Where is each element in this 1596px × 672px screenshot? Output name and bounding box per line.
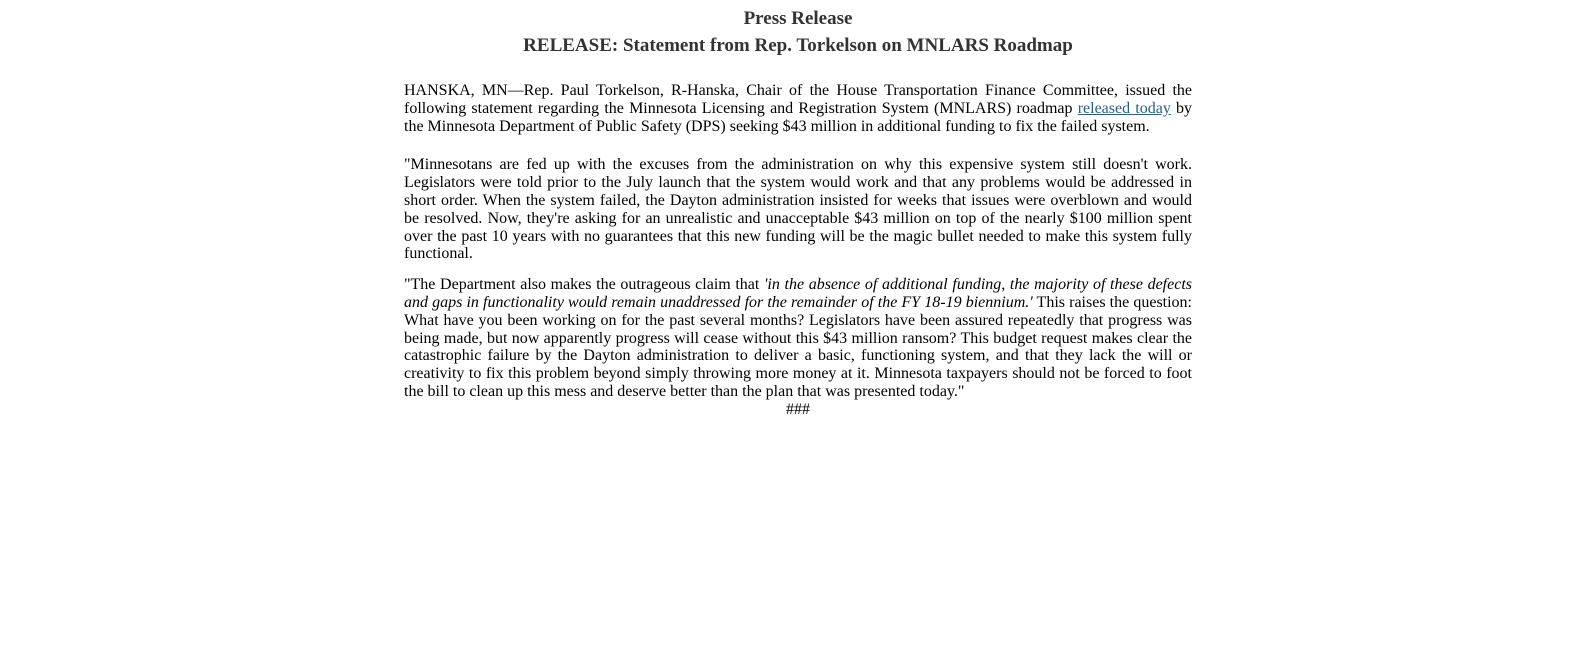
end-mark: ### xyxy=(786,400,810,418)
page-label: Press Release xyxy=(743,8,853,29)
claim-intro-text: "The Department also makes the outrageous claim that xyxy=(404,276,764,294)
department-quote: 'in the absence of additional funding, the majority of these defects and gaps in functionality would remain unaddressed for the remainder of the FY 18-19 biennium.' xyxy=(404,276,1192,311)
release-body xyxy=(404,82,1192,419)
paragraph-statement: "Minnesotans are fed up with the excuses from the administration on why this expensive system still doesn't work. Legislators were told prior to the July launch that the system would work and that any problems would be addressed in short order. When the system failed, the Dayton administration insisted for weeks that issues were overblown and would be resolved. Now, they're asking for an unrealistic and unacceptable $43 million on top of the nearly $100 million spent over the past 10 years with no guarantees that this new funding will be the magic bullet needed to make this system fully functional. xyxy=(404,156,1192,263)
intro-text-continued: by the Minnesota Department of Public Safety (DPS) seeking $43 million in additional funding to fix the failed system. xyxy=(404,99,1193,135)
page-title: RELEASE: Statement from Rep. Torkelson on MNLARS Roadmap xyxy=(523,35,1073,56)
paragraph-intro xyxy=(404,82,1192,135)
released-today-link[interactable]: released today xyxy=(1077,99,1171,117)
claim-response-text: This raises the question: What have you been working on for the past several months? Legislators have been assured repeatedly that progress was being made, but now apparently progress will cease without this $43 million ransom? This budget request makes clear the catastrophic failure by the Dayton administration to deliver a basic, functioning system, and that they lack the will or creativity to fix this problem beyond simply throwing more money at it. Minnesota taxpayers should not be forced to foot the bill to clean up this mess and deserve better than the plan that was presented today." xyxy=(404,293,1193,400)
paragraph-department-claim xyxy=(404,276,1192,401)
intro-text: HANSKA, MN—Rep. Paul Torkelson, R-Hanska, Chair of the House Transportation Finance Committee, issued the following statement regarding the Minnesota Licensing and Registration System (MNLARS) roadmap xyxy=(404,82,1192,117)
